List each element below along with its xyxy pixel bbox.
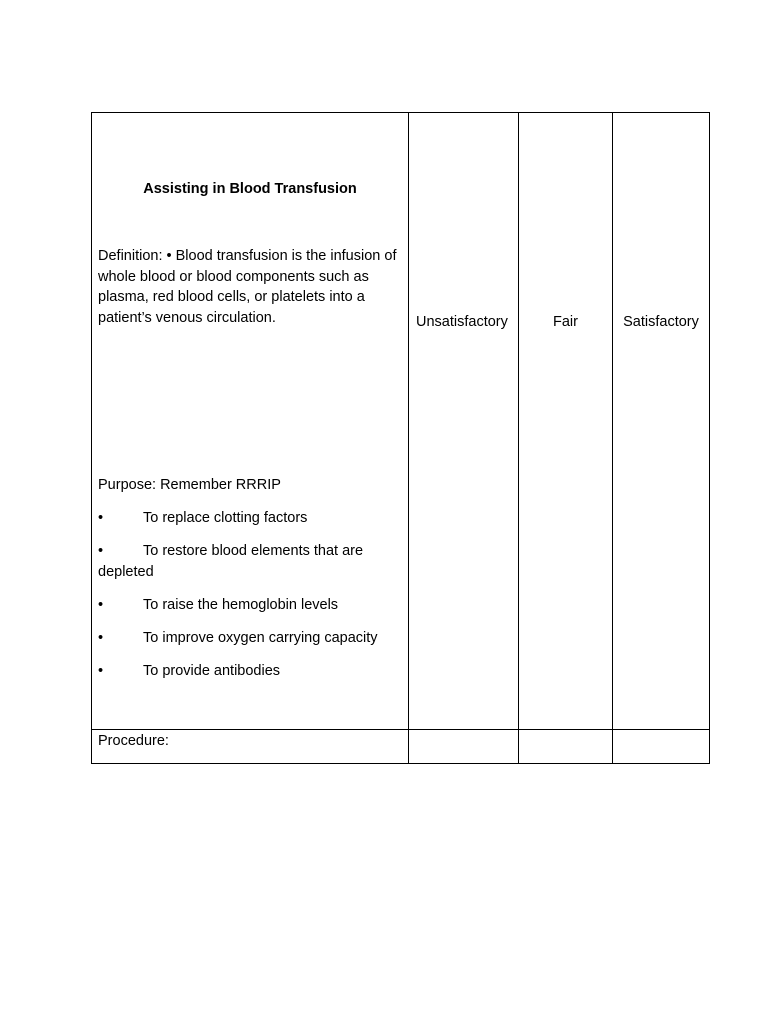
header-row [92,113,710,730]
satisfactory-cell [613,113,710,730]
bullet-icon: • [98,542,104,559]
procedure-unsatisfactory-cell [409,730,519,764]
fair-cell [519,113,613,730]
purpose-item [98,595,403,616]
procedure-cell [92,730,409,764]
purpose-item [98,628,403,649]
procedure-fair-cell [519,730,613,764]
purpose-item-text: To replace clotting factors [143,509,308,526]
purpose-item-text: To provide antibodies [143,663,281,680]
bullet-icon: • [98,663,104,680]
purpose-item [98,541,403,582]
document-title: Assisting in Blood Transfusion [143,181,357,197]
bullet-icon: • [98,509,104,526]
purpose-item-text: To improve oxygen carrying capacity [143,630,378,647]
purpose-section [98,475,403,694]
purpose-item-text: To raise the hemoglobin levels [143,596,339,613]
procedure-satisfactory-cell [613,730,710,764]
purpose-item [98,508,403,529]
unsatisfactory-cell [409,113,519,730]
bullet-icon: • [98,596,104,613]
purpose-item-text: To restore blood elements that are depleted [98,542,364,580]
evaluation-table [91,112,710,764]
satisfactory-label: Satisfactory [623,314,699,330]
unsatisfactory-label: Unsatisfactory [416,314,508,330]
procedure-row [92,730,710,764]
fair-label: Fair [553,314,578,330]
definition-text: Definition: • Blood transfusion is the infusion of whole blood or blood components such as plasma, red blood cells, or platelets into a patient’s venous circulation. [98,248,397,327]
description-cell [92,113,409,730]
purpose-heading: Purpose: Remember RRRIP [98,477,281,493]
bullet-icon: • [98,630,104,647]
purpose-item [98,661,403,682]
procedure-label: Procedure: [98,733,169,749]
